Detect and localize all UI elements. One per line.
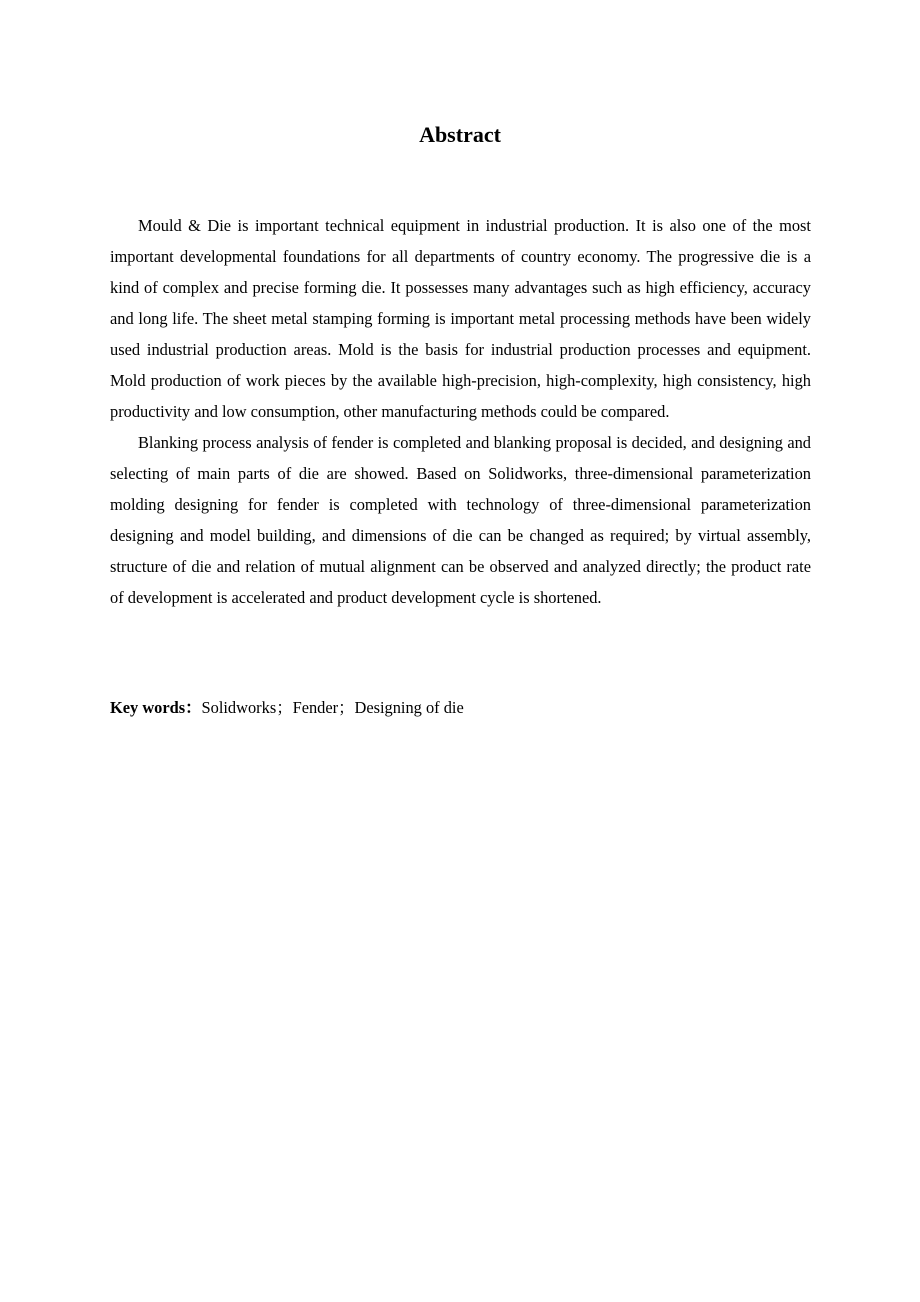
abstract-paragraph-2: Blanking process analysis of fender is completed and blanking proposal is decided, and designing and selecting of main parts of die are showed. Based on Solidworks, three-dimensional parameterization molding designing for fender is completed with technology of three-dimensional parameterization designing and model building, and dimensions of die can be changed as required; by virtual assembly, structure of die and relation of mutual alignment can be observed and analyzed directly; the product rate of development is accelerated and product development cycle is shortened. [110, 433, 811, 607]
keywords-line [110, 692, 811, 723]
keywords-label: Key words： [110, 698, 202, 717]
abstract-body [110, 210, 811, 613]
page-title: Abstract [419, 122, 501, 147]
keywords-text: Solidworks；Fender；Designing of die [201, 698, 464, 717]
abstract-paragraph-1: Mould & Die is important technical equipment in industrial production. It is also one of the most important developmental foundations for all departments of country economy. The progressive die is a kind of complex and precise forming die. It possesses many advantages such as high efficiency, accuracy and long life. The sheet metal stamping forming is important metal processing methods have been widely used industrial production areas. Mold is the basis for industrial production processes and equipment. Mold production of work pieces by the available high-precision, high-complexity, high consistency, high productivity and low consumption, other manufacturing methods could be compared. [110, 216, 811, 421]
